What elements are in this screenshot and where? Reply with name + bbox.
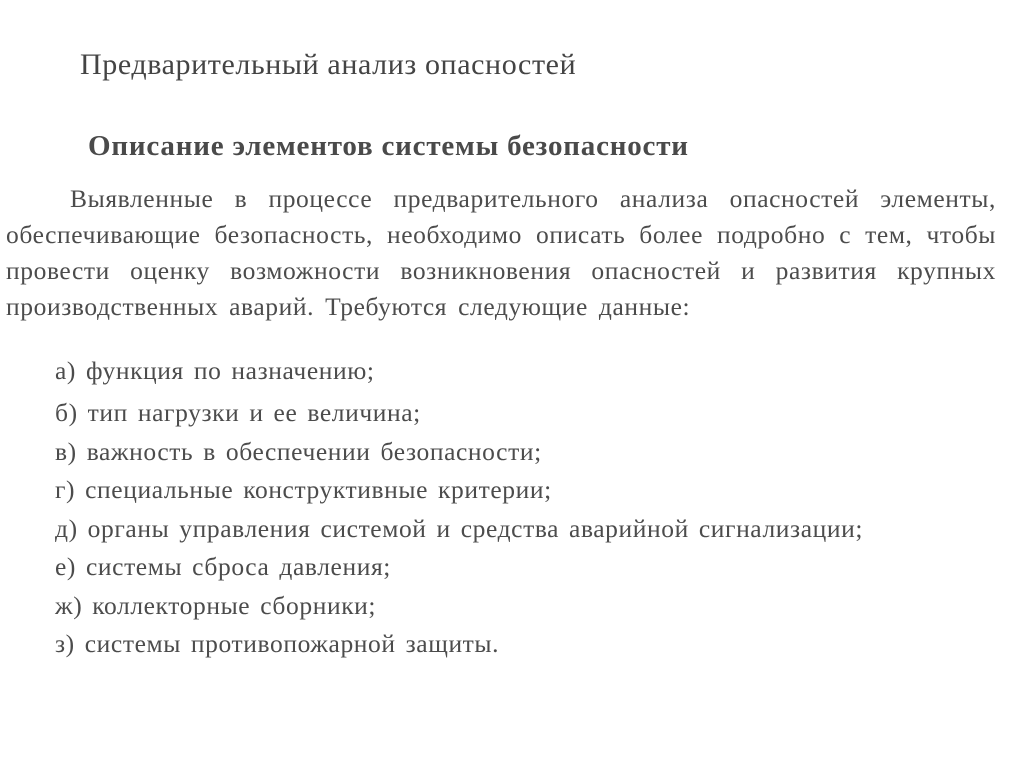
list-item: в) важность в обеспечении безопасности; xyxy=(55,436,542,466)
list-item: ж) коллекторные сборники; xyxy=(55,590,377,620)
requirements-list xyxy=(55,352,863,664)
list-item: б) тип нагрузки и ее величина; xyxy=(55,398,421,427)
body-paragraph: Выявленные в процессе предварительного анализа опасностей элементы, обеспечивающие безопасность, необходимо описать более подробно с тем, чтобы провести оценку возможности возникновения опасностей и развития крупных производственных аварий. Требуются следующие данные: xyxy=(6,184,996,321)
slide-title: Предварительный анализ опасностей xyxy=(80,48,577,81)
section-title: Описание элементов системы безопасности xyxy=(88,130,689,162)
list-item: а) функция по назначению; xyxy=(55,356,375,385)
list-item: е) системы сброса давления; xyxy=(55,552,391,581)
list-item: д) органы управления системой и средства аварийной сигнализации; xyxy=(55,513,864,543)
list-item: г) специальные конструктивные критерии; xyxy=(55,475,552,504)
list-item: з) системы противопожарной защиты. xyxy=(55,629,500,658)
